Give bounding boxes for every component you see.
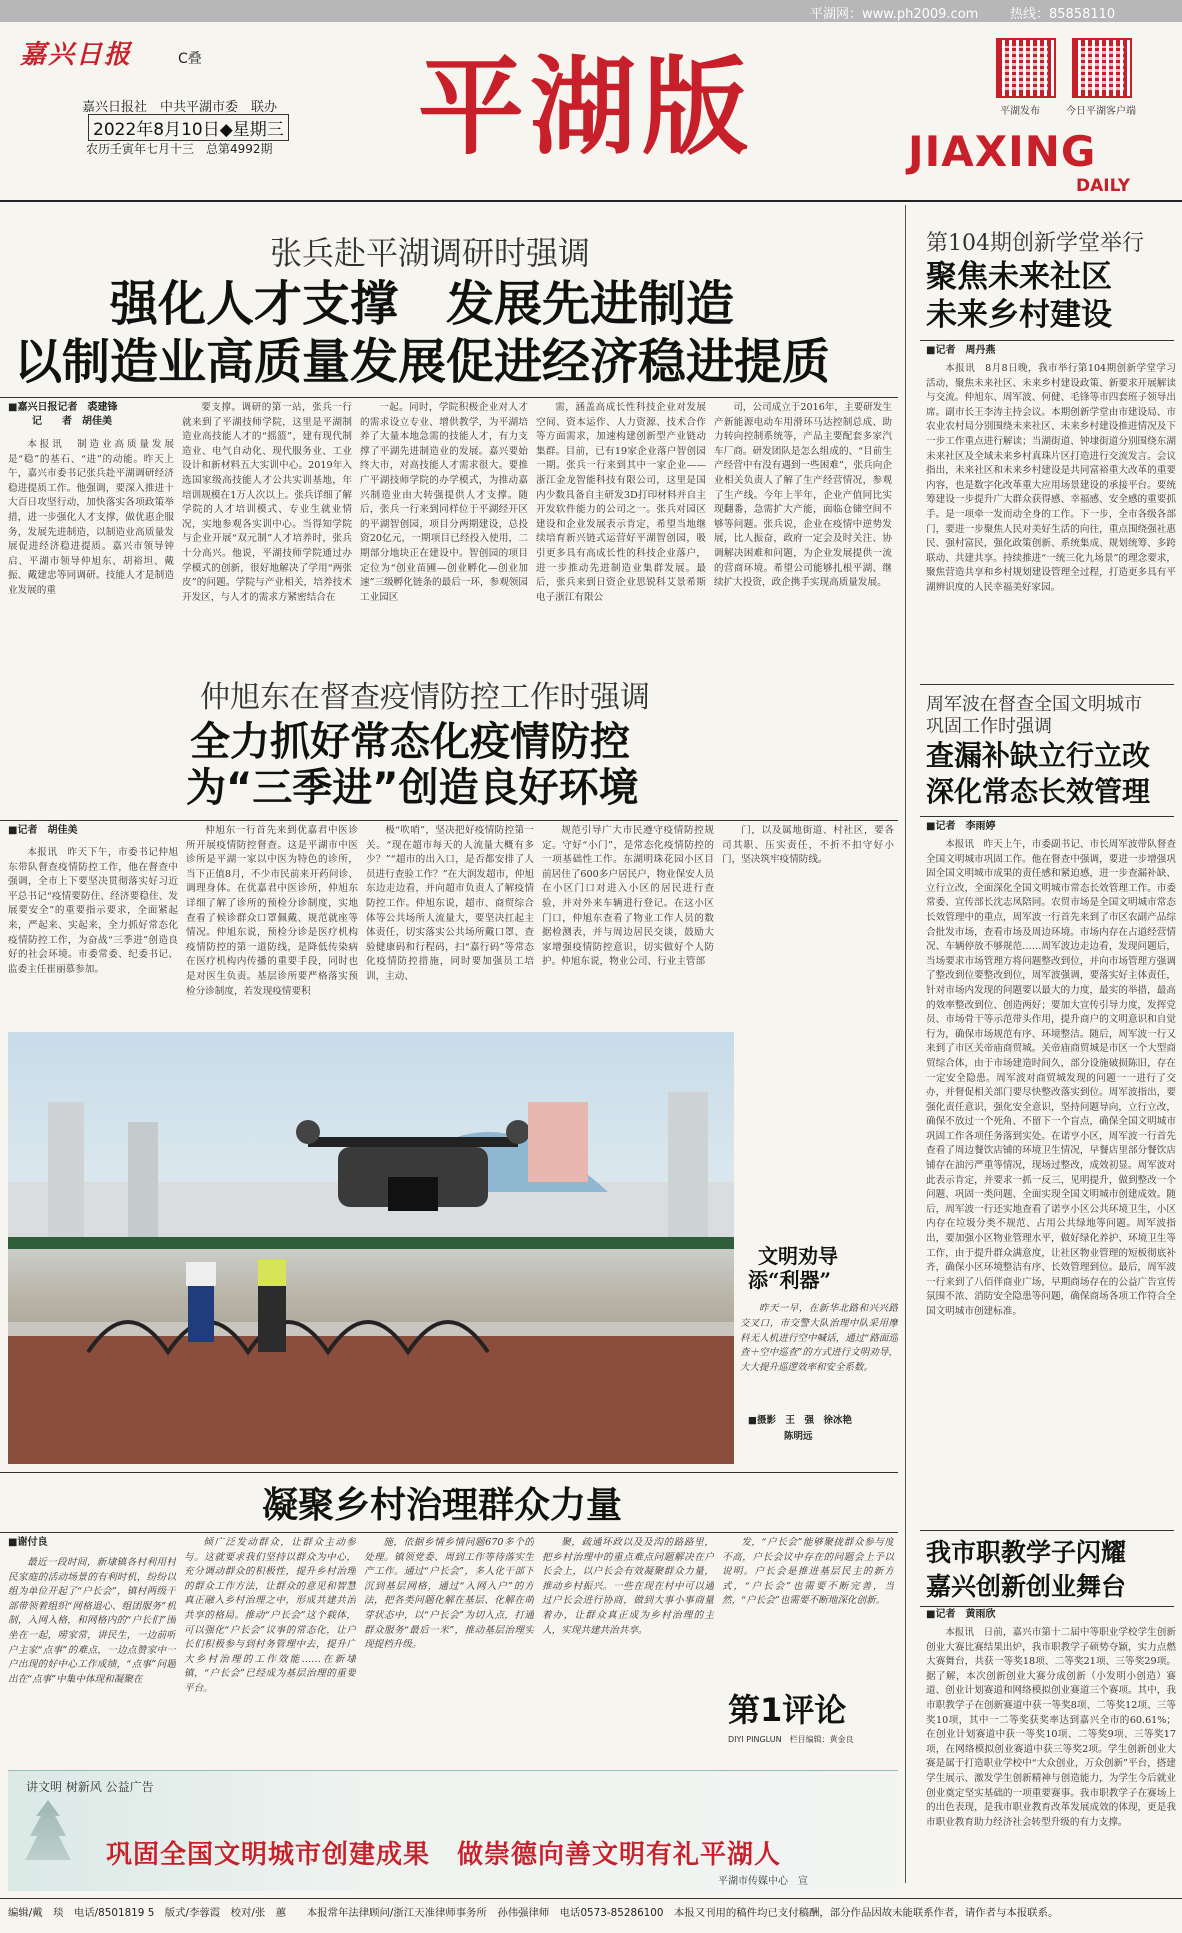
story2-headline-2: 为“三季进”创造良好环境 [186,765,639,811]
sidebar2-body: 本报讯 昨天上午，市委副书记、市长周军波带队督查全国文明城市巩固工作。他在督查中强调，要进一步增强巩固全国文明城市成果的责任感和紧迫感，进一步查漏补缺、立行立改，全面深化全国文明城市常态长效管理工作。市委常委、宣传部长沈志凤陪同。农贸市场是全国文明城市常态长效管理中的重点，周军波一行首先来到了市区农副产品综合批发市场，查看市场及周边环境。市场内存在占道经营情况、车辆停放不够规范……周军波边走边看，发现问题后，当场要求市场管理方将问题整改到位，并向市场管理方强调了整改到位要整改到位，周军波强调，要落实好主体责任，针对市场内发现的问题要以最大的力度，最实的举措，最高的效率整改到位、创造两好；要加大宣传引导力度，发挥党员、市场骨干等示范带头作用，提升商户的文明意识和自觉行为，确保市场规范有序、环境整洁。随后，周军波一行又来到了市区关帝庙商贸城。关帝庙商贸城是市区一个大型商贸综合体，由于市场建造时间久，部分设施破损陈旧，存在一定安全隐患。周军波对商贸城发现的问题一一进行了交办，并督促相关部门要尽快整改落实到位。周军波指出，要强化责任意识，强化安全意识，坚持问题导向，立行立改，确保不放过一个死角、不留下一个盲点，确保全国文明城市巩固工作各项任务落到实处。在诺亨小区，周军波一行首先查看了周边餐饮店铺的环境卫生情况，早餐店里部分餐饮店铺存在油污严重等情况，现场过整改，成效初显。周军波对此表示肯定，并要求一抓一反三，见明提升，做到整改一个问题、巩固一类问题、全面实现全国文明城市创建成效。随后，周军波一行还实地查看了诺亨小区公共环境卫生，小区内存在垃圾分类不规范、占用公共绿地等问题。周军波指出，要加强小区物业管理水平，做好绿化养护、环境卫生等工作，由于提升群众满意度，让社区物业管理的短板彻底补齐，确保小区环境整洁有序、长效管理到位。最后，周军波一行来到了八佰伴商业广场，早期商场存在的公益广告宣传氛围不浓、消防安全隐患等问题，确保商场各项工作符合全国文明城市创建标准。 [926,839,1176,1317]
photo-caption-title-1: 文明劝导 [758,1244,838,1268]
sidebar1-headline-1: 聚焦未来社区 [926,259,1112,295]
paper-logo: 嘉兴日报 [20,40,133,70]
banner-slogan: 巩固全国文明城市创建成果 做崇德向善文明有礼平湖人 [106,1840,782,1870]
story1-byline-1: ■嘉兴日报记者 裘建锋 [8,402,118,413]
story2-column-4: 规范引导广大市民遵守疫情防控规定。守好“小门”，是常态化疫情防控的一项基础性工作。东湖明珠花园小区目前居住了600多户居民户，物业保安人员在小区门口对进入小区的居民进行查验，并对外来车辆进行登记。在这小区门口，仲旭东查看了物业工作人员的数据检测表，并与周边居民交谈，鼓励大家增强疫情防控意识，切实做好个人防护。仲旭东说，物业公司、行业主管部 [542,825,714,968]
story1-byline-2: 记 者 胡佳美 [32,416,112,427]
sidebar2-top-rule [920,684,1174,685]
brand-en: JIAXING [908,127,1097,176]
site-url[interactable]: 平湖网：www.ph2009.com [810,7,979,22]
story2-column-1: 本报讯 昨天下午，市委书记仲旭东带队督查疫情防控工作，他在督查中强调，全市上下要坚决贯彻落实好习近平总书记“疫情要防住、经济要稳住、发展要安全”的重要指示要求，全面紧起来，严起来、实起来，全力抓好常态化疫情防控工作，为奋战“三季进”创造良好的社会环境。市委常委、纪委书记、监委主任崔丽慕参加。 [8,847,178,975]
photo-credit-2: 陈明远 [784,1431,813,1442]
hotline: 热线：85858110 [1010,7,1116,22]
story2-kicker: 仲旭东在督查疫情防控工作时强调 [200,680,650,715]
masthead-rule [0,200,1182,202]
drone-photo [8,1032,734,1464]
story3-column-4: 聚，疏通坏政以及及沟的路路里，把乡村治理中的重点难点问题解决在户长会上，以户长会有效凝聚群众力量，推动乡村振兴。一些在现在村中可以通过户长会进行协商，做到大事小事商量着办，让群众真正成为乡村治理的主人，实现共建共治共享。 [542,1537,714,1636]
sidebar3-headline-1: 我市职教学子闪耀 [926,1538,1127,1567]
story1-rule [0,397,898,398]
section-title: 平湖版 [418,44,754,169]
publishers: 嘉兴日报社 中共平湖市委 联办 [82,100,278,115]
sidebar1-byline: ■记者 周丹燕 [926,345,996,356]
story2-headline-1: 全力抓好常态化疫情防控 [190,719,630,765]
story3-column-1: 最近一段时间，新埭镇各村利用村民家庭的活动场景的有利时机，纷纷以组为单位开起了“户长会”，镇村两级干部带领着组织“网格退心、组团服务”机制，入网入格，和网格内的“户长们”围坐在一起，唠家常，讲民生，一边前听户主家“点事”的难点，一边点赞家中一户出现的好中心工作成绩，“点事”问题出在“点事”中集中体现和凝聚在 [8,1557,176,1685]
story2-rule [0,820,898,821]
story1-column-1: 本报讯 制造业高质量发展是“稳”的基石、“进”的动能。昨天上午，嘉兴市委书记张兵赴平湖调研经济稳进提质工作。他强调，要深入推进十大百日攻坚行动，加快落实各项政策举措，进一步强化人才支撑，做优惠企服务，发展先进制造，以制造业高质量发展促进经济稳进提质。嘉兴市领导钟启、平湖市领导仲旭东、胡裕坦、戴振、戴建忠等同调研。技能人才是制造业发展的重 [8,439,174,596]
story2-column-2: 仲旭东一行首先来到优嘉君中医诊所开展疫情防控督查。这是平湖市中医诊所是平湖一家以中医为特色的诊所，当下正值8月，不少市民前来开药问诊、调理身体。在优嘉君中医诊所，仲旭东详细了解了诊所的预检分诊制度，实地查看了候诊群众口罩佩戴、规范就座等情况。仲旭东说，预检分诊是医疗机构疫情防控的第一道防线，是降低传染病在医疗机构内传播的重要手段，同时也是对医生负责。基层诊所要严格落实预检分诊制度，若发现疫情要积 [186,825,358,997]
story3-column-5: 发，“户长会”能够聚拢群众参与度不高，户长会议中存在的问题会上予以说明。户长会是推进基层民主的新方式，“户长会”也需要不断完善，当然，“户长会”也需要不断地深化创新。 [722,1537,894,1607]
banner-left-label: 讲文明 树新风 公益广告 [26,1780,154,1794]
story1-column-3: 一起。同时，学院积极企业对人才的需求设立专业、增供教学，为平湖培养了大量本地急需的技能人才，有力支撑了平湖先进制造业的发展。嘉兴要始终大市，对高技能人才需求很大。要推广平湖技师学院的办学模式，为推动嘉兴制造业由大转强提供人才支撑。随后，张兵一行来到同样位于平湖经开区的平湖智创园，项目分两期建设，总投资20亿元，一期项目已经投入使用，二期部分地块正在建设中。智创园的项目定位为“创业苗圃—创业孵化—创业加速”三级孵化链条的最后一环，参观领园工业园区 [360,402,528,603]
story1-column-2: 要支撑。调研的第一站，张兵一行就来到了平湖技师学院，这里是平湖制造业高技能人才的“摇篮”，建有现代制造业、电气自动化、现代服务业、工业设计和新材料五大实训中心。2019年入选国家级高技能人才公共实训基地，年培训规模在1万人次以上。张兵详细了解学院的人才培训模式、专业生就业情况，实地参观各实训中心。当得知学院与企业开展“双元制”人才培养时，张兵十分高兴。他说，平湖技师学院通过办学模式的创新，很好地解决了学用“两张皮”的问题。学院与产业相关，培养技术开发区，与人才的需求方紧密结合在 [182,402,352,603]
sidebar3-headline-2: 嘉兴创新创业舞台 [926,1572,1127,1601]
photo-caption-title-2: 添“利器” [748,1268,832,1292]
story1-column-4: 需，涵盖高成长性科技企业对发展空间、资本运作、人力资源、技术合作等方面需求，加速构建创新型产业链动集群。目前，已有19家企业落户智创园一期。张兵一行来到其中一家企业——浙江金龙智能科技有限公司，这里是国内少数具备自主研发3D打印材料并自主开发软件能力的公司之一。张兵对园区建设和企业发展表示肯定，希望当地继续培育新兴链式运营好平湖智创园，吸引更多具有高成长性的科技企业落户，进一步推动先进制造业集群发展。最后，张兵来到日资企业思锐科艾景希斯电子浙江有限公 [536,402,706,603]
story3-column-3: 施，依据乡情乡情问题670多个的处理。镇领党委、周到工作等待落实生产工作。通过“户长会”，多人化干部下沉到基层网格，通过“入网入户”的方法，把各类问题化解在基层、化解在萌芽状态中，以“户长会”为切入点，打通群众服务“最后一米”，推动基层治理实现提档升级。 [364,1537,534,1651]
story1-column-5: 司，公司成立于2016年，主要研发生产新能源电动车用滑环马达控制总成、助力转向控制系统等，产品主要配套多家汽车厂商。研发团队是怎么组成的、“目前生产经营中有没有遇到一些困难”，张兵向企业相关负责人了解了生产经营情况，参观了生产线。今年上半年，企业产值同比实现翻番，急需扩大产能，面临仓储空间不够等问题。张兵说，企业在疫情中逆势发展，比人振奋，政府一定会及时关注、协调解决困难和问题，为企业发展提供一流的营商环境。希望公司能够扎根平湖、继续扩大投资，政企携手实现高质量发展。 [714,402,892,589]
lunar-date: 农历壬寅年七月十三 总第4992期 [86,142,273,156]
sidebar2-kicker-2: 巩固工作时强调 [926,716,1052,737]
sidebar3-top-rule [920,1530,1174,1531]
sidebar3-byline: ■记者 黄雨欣 [926,1609,996,1620]
qr2-label: 今日平湖客户端 [1066,106,1136,117]
sidebar1-rule [920,340,1174,341]
first-commentary-sub: DIYI PINGLUN 栏目编辑：黄金良 [728,1735,854,1744]
sidebar2-byline: ■记者 李雨婷 [926,821,996,832]
story3-headline: 凝聚乡村治理群众力量 [262,1485,623,1526]
brand-en-sub: DAILY [1076,176,1131,196]
story3-byline: ■谢付良 [8,1537,48,1548]
photo-credit-1: ■摄影 王 强 徐冰艳 [748,1415,852,1426]
photo-scene [8,1032,734,1464]
footer-credits: 编辑/戴 琰 电话/8501819 5 版式/李蓉霞 校对/张 蕙 本报常年法律顾问/浙江天准律师事务所 孙伟强律师 电话0573-85286100 本报又刊用的稿件均已支付稿酬，部分作品因故未能联系作者，请作者与本报联系。 [8,1907,1059,1919]
sidebar3-body: 本报讯 日前，嘉兴市第十二届中等职业学校学生创新创业大赛比赛结果出炉，我市职教学子硕势夺颖，实力点燃大赛舞台，共获一等奖18项、二等奖21项、三等奖29项。据了解，本次创新创业大赛分成创新（小发明小创造）赛道、创业计划赛道和网络模拟创业赛道三个赛项。其中，我市职教学子在创新赛道中获一等奖8项、二等奖12项、三等奖10项，其中一二等奖获奖率达到嘉兴全市的60.61%；在创业计划赛道中获一等奖10项、二等奖9项、三等奖17项，在网络模拟创业赛道中获三等奖2项。学生创新创业大赛是属于打造职业学校中“大众创业，万众创新”平台，搭建学生展示、激发学生创新精神与创造能力，为学生今后就业创业奠定坚实基础的一项重要赛事。我市职教学子在赛场上的出色表现，是我市职业教育改革发展成效的体现，更是我市职业教育助力经济社会转型升级的有力支撑。 [926,1627,1176,1828]
qr-code-pinghu-release [996,38,1056,98]
banner-credit: 平湖市传媒中心 宣 [718,1876,808,1887]
right-column-divider [905,205,906,1883]
top-bar [0,0,1182,22]
story3-column-2: 倾广泛发动群众，让群众主动参与。这就要求我们坚持以群众为中心，充分调动群众的积极性，提升乡村治理的群众工作方法，让群众的意见和智慧真正融入乡村治理之中，形成共建共治共享的格局。推动“户长会”这个载体，可以强化“户长会”议事的常态化，让户长们积极参与到村务管理中去，提升广大乡村治理的工作效能……在新埭镇，“户长会”已经成为基层治理的重要平台。 [184,1537,356,1694]
sidebar2-headline-1: 查漏补缺立行立改 [926,739,1151,772]
story3-top-rule [0,1472,898,1473]
sidebar1-body: 本报讯 8月8日晚，我市举行第104期创新学堂学习活动，聚焦未来社区、未来乡村建设政策、新要求开展解读与交流。仲旭东、周军波、何健、毛锋等市四套班子领导出席。副市长王李涛主持会议。本期创新学堂由市建设局、市农业农村局分别围绕未来社区、未来乡村建设推进情况及下一步工作重点进行解读；当湖街道、钟埭街道分别围绕东湖未来社区及全域未来乡村真珠片区打造进行交流发言。会议指出，未来社区和未来乡村建设是共同富裕重大改革的重要内容，也是数字化改革重大应用场景建设的承接平台。要统筹建设一步提升广大群众获得感、幸福感、安全感的重要抓手。是一项牵一发而动全身的工作。下一步，全市各级各部门，要进一步聚焦人民对美好生活的向往，重点围绕强社惠民、强村富民，强化政策创新、系统集成、规划统筹、多跨联动、共建共享。持续推进“一统三化九场景”的理念要求，聚焦营造共享和乡村规划建设管理全过程，打造更多具有平湖辨识度的人民幸福美好家园。 [926,363,1176,593]
first-commentary-logo: 第1评论 [728,1691,847,1729]
sidebar2-rule [920,816,1174,817]
story1-kicker: 张兵赴平湖调研时强调 [270,234,591,272]
story2-byline: ■记者 胡佳美 [8,825,78,836]
footer-rule [0,1898,1182,1899]
story3-rule [0,1532,898,1533]
sidebar2-kicker-1: 周军波在督查全国文明城市 [926,694,1142,715]
photo-caption-body: 昨天一早，在新华北路和兴兴路交叉口，市交警大队治理中队采用摩科无人机进行空中喊话，通过“路面巡查＋空中巡查”的方式进行文明劝导，大大提升巡逻效率和安全系数。 [740,1303,898,1374]
story2-column-5: 门，以及属地街道、村社区，要各司其职、压实责任，不折不扣守好小门，坚决筑牢疫情防线。 [722,825,894,866]
issue-date: 2022年8月10日◆星期三 [88,114,289,141]
qr1-label: 平湖发布 [1000,106,1040,117]
story2-column-3: 极“吹哨”，坚决把好疫情防控第一关。“现在超市每天的人流量大概有多少？”“超市的出入口，是否都安排了人员进行查验工作？”在大润发超市，仲旭东边走边看，并向超市负责人了解疫情防控工作。仲旭东说，超市、商贸综合体等公共场所人流量大，要坚决扛起主体责任，切实落实公共场所戴口罩、查验健康码和行程码，扫“嘉行码”等常态化疫情防控措施，同时要加强员工培训，主动、 [366,825,534,982]
sidebar2-headline-2: 深化常态长效管理 [926,775,1151,808]
story1-headline-1: 强化人才支撑 发展先进制造 [110,276,735,332]
qr-code-today-pinghu-app [1072,38,1132,98]
sidebar3-rule [920,1606,1174,1607]
sidebar1-kicker: 第104期创新学堂举行 [926,231,1144,256]
edition-code: C叠 [178,51,202,67]
sidebar1-headline-2: 未来乡村建设 [926,297,1112,333]
story1-headline-2: 以制造业高质量发展促进经济稳进提质 [14,334,831,390]
